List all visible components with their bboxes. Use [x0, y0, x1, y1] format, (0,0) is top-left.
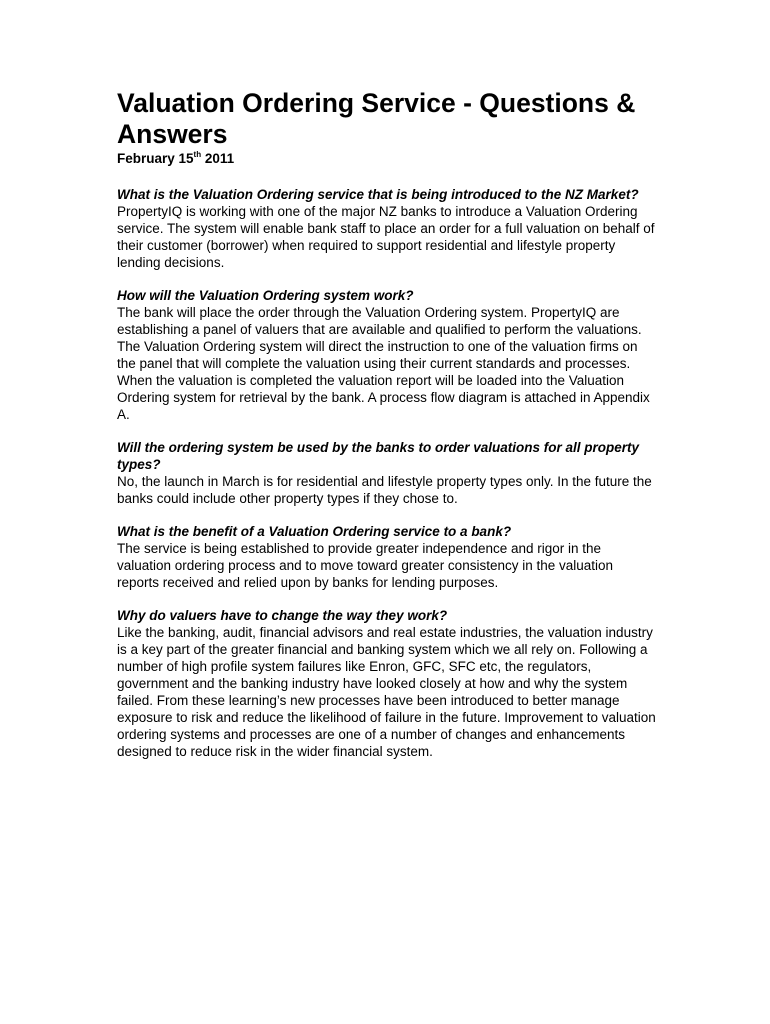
qa-item-2	[117, 287, 657, 423]
qa-item-1	[117, 186, 657, 271]
document-title: Valuation Ordering Service - Questions & Answers	[117, 88, 636, 149]
date-year: 2011	[201, 151, 235, 166]
document-page	[117, 88, 657, 776]
date-text: February 15	[117, 151, 194, 166]
answer: No, the launch in March is for residential and lifestyle property types only. In the future the banks could include other property types if they chose to.	[117, 474, 652, 506]
qa-item-4	[117, 523, 657, 591]
qa-item-3	[117, 439, 657, 507]
date-ordinal-suffix: th	[193, 149, 202, 159]
question: Why do valuers have to change the way they work?	[117, 608, 448, 623]
question: What is the benefit of a Valuation Ordering service to a bank?	[117, 524, 512, 539]
answer: Like the banking, audit, financial advisors and real estate industries, the valuation industry is a key part of the greater financial and banking system which we all rely on. Following a number of high profile system failures like Enron, GFC, SFC etc, the regulators, government and the banking industry have looked closely at how and why the system failed. From these learning’s new processes have been introduced to better manage exposure to risk and reduce the likelihood of failure in the future. Improvement to valuation ordering systems and processes are one of a number of changes and enhancements designed to reduce risk in the wider financial system.	[117, 625, 656, 759]
question: How will the Valuation Ordering system work?	[117, 288, 414, 303]
question: Will the ordering system be used by the banks to order valuations for all property types?	[117, 440, 639, 472]
question: What is the Valuation Ordering service that is being introduced to the NZ Market?	[117, 187, 639, 202]
document-date	[117, 150, 657, 167]
answer: The service is being established to provide greater independence and rigor in the valuation ordering process and to move toward greater consistency in the valuation reports received and relied upon by banks for lending purposes.	[117, 541, 614, 590]
answer: PropertyIQ is working with one of the major NZ banks to introduce a Valuation Ordering service. The system will enable bank staff to place an order for a full valuation on behalf of their customer (borrower) when required to support residential and lifestyle property lending decisions.	[117, 204, 655, 270]
answer: The bank will place the order through the Valuation Ordering system. PropertyIQ are establishing a panel of valuers that are available and qualified to perform the valuations. The Valuation Ordering system will direct the instruction to one of the valuation firms on the panel that will complete the valuation using their current standards and processes. When the valuation is completed the valuation report will be loaded into the Valuation Ordering system for retrieval by the bank. A process flow diagram is attached in Appendix A.	[117, 305, 650, 422]
qa-item-5	[117, 607, 657, 760]
